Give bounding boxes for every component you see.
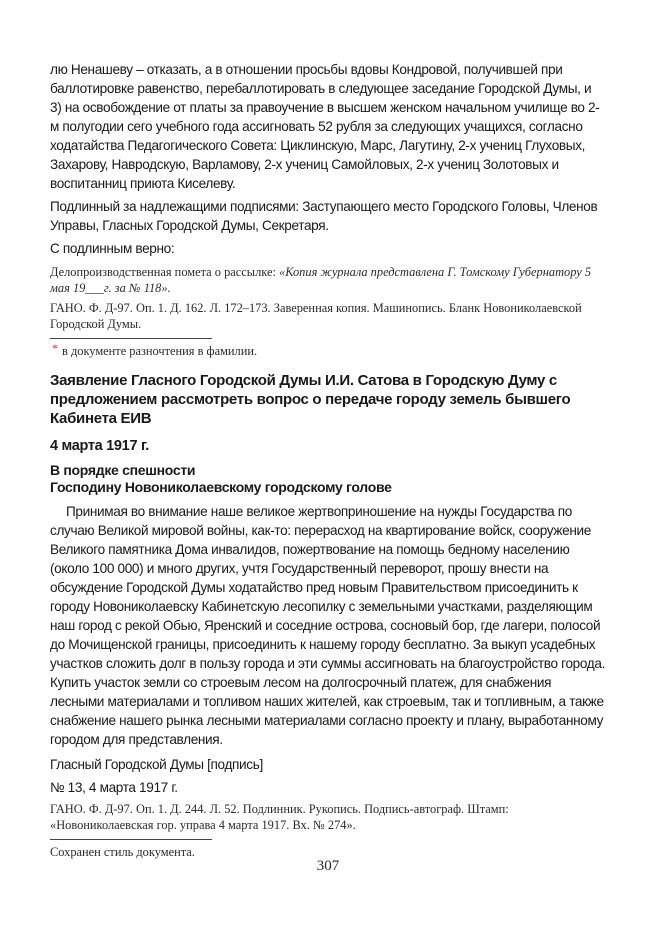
footnote-text: в документе разночтения в фамилии. <box>62 344 258 358</box>
clerical-note-quote: «Копия журнала представлена Г. Томскому Губернатору 5 мая 19___г. за № 118». <box>50 265 592 295</box>
document-title: Заявление Гласного Городской Думы И.И. Сатова в Городскую Думу с предложением рассмотреть вопрос о передаче городу земель бывшего Кабинета ЕИВ <box>50 372 571 427</box>
document-body: Принимая во внимание наше великое жертвоприношение на нужды Государства по случаю Великой мировой войны, как-то: перерасход на квартирование войск, сооружение Великого памятника Дома инвалидов, пожертвование на помощь бедному населению (около 100 000) и много других, учтя Государственный переворот, прошу внести на обсуждение Городской Думы ходатайство пред новым Правительством присоединить к городу Новониколаевску Кабинетскую лесопилку с земельными участками, разделяющим наш город с рекой Обью, Яренский и соседние острова, сосновый бор, где лагери, полосой до Мочищенской границы, присоединить к нашему городу бесплатно. За выкуп усадебных участков сложить долг в пользу города и эти суммы ассигновать на благоустройство города. Купить участок земли со строевым лесом на долгосрочный платеж, для снабжения лесными материалами и топливом наших жителей, как строевым, так и топливным, а также снабжение нашего рынка лесными материалами согласно проекту и плану, выработанному городом для представления. <box>50 504 606 747</box>
signatures-line: Подлинный за надлежащими подписями: Заступающего место Городского Головы, Членов Управы, Гласных Городской Думы, Секретаря. <box>50 199 598 233</box>
page-number: 307 <box>316 858 340 874</box>
note-divider <box>50 839 212 840</box>
style-note: Сохранен стиль документа. <box>50 845 195 859</box>
page-content <box>50 60 606 860</box>
certified-line: С подлинным верно: <box>50 241 175 256</box>
archive-reference-2: ГАНО. Ф. Д-97. Оп. 1. Д. 244. Л. 52. Подлинник. Рукопись. Подпись-автограф. Штамп: «Новониколаевская гор. управа 4 марта 1917. Вх. № 274». <box>50 802 509 832</box>
document-date: 4 марта 1917 г. <box>50 438 149 454</box>
number-date-line: № 13, 4 марта 1917 г. <box>50 780 178 795</box>
continuation-paragraph: лю Ненашеву – отказать, а в отношении просьбы вдовы Кондровой, получившей при баллотировке равенство, перебаллотировать в следующее заседание Городской Думы, и 3) на освобождение от платы за правоучение в высшем женском начальном училище во 2-м полугодии сего учебного года ассигновать 52 рубля за следующих учащихся, согласно ходатайства Педагогического Совета: Циклинскую, Марс, Лагутину, 2-х учениц Глуховых, Захарову, Навродскую, Варламову, 2-х учениц Самойловых, 2-х учениц Золотовых и воспитанниц приюта Киселеву. <box>50 62 600 191</box>
addressee-block <box>50 462 606 496</box>
footnote <box>50 343 606 359</box>
footnote-divider <box>50 338 212 339</box>
clerical-note-prefix: Делопроизводственная помета о рассылке: <box>50 265 280 279</box>
urgency-line: В порядке спешности <box>50 462 196 478</box>
signer-line: Гласный Городской Думы [подпись] <box>50 757 263 772</box>
clerical-note <box>50 264 606 296</box>
footnote-mark: * <box>52 341 58 355</box>
archive-reference-1: ГАНО. Ф. Д-97. Оп. 1. Д. 162. Л. 172–173. Заверенная копия. Машинопись. Бланк Новониколаевской Городской Думы. <box>50 301 582 331</box>
addressee-line: Господину Новониколаевскому городскому голове <box>50 479 392 495</box>
